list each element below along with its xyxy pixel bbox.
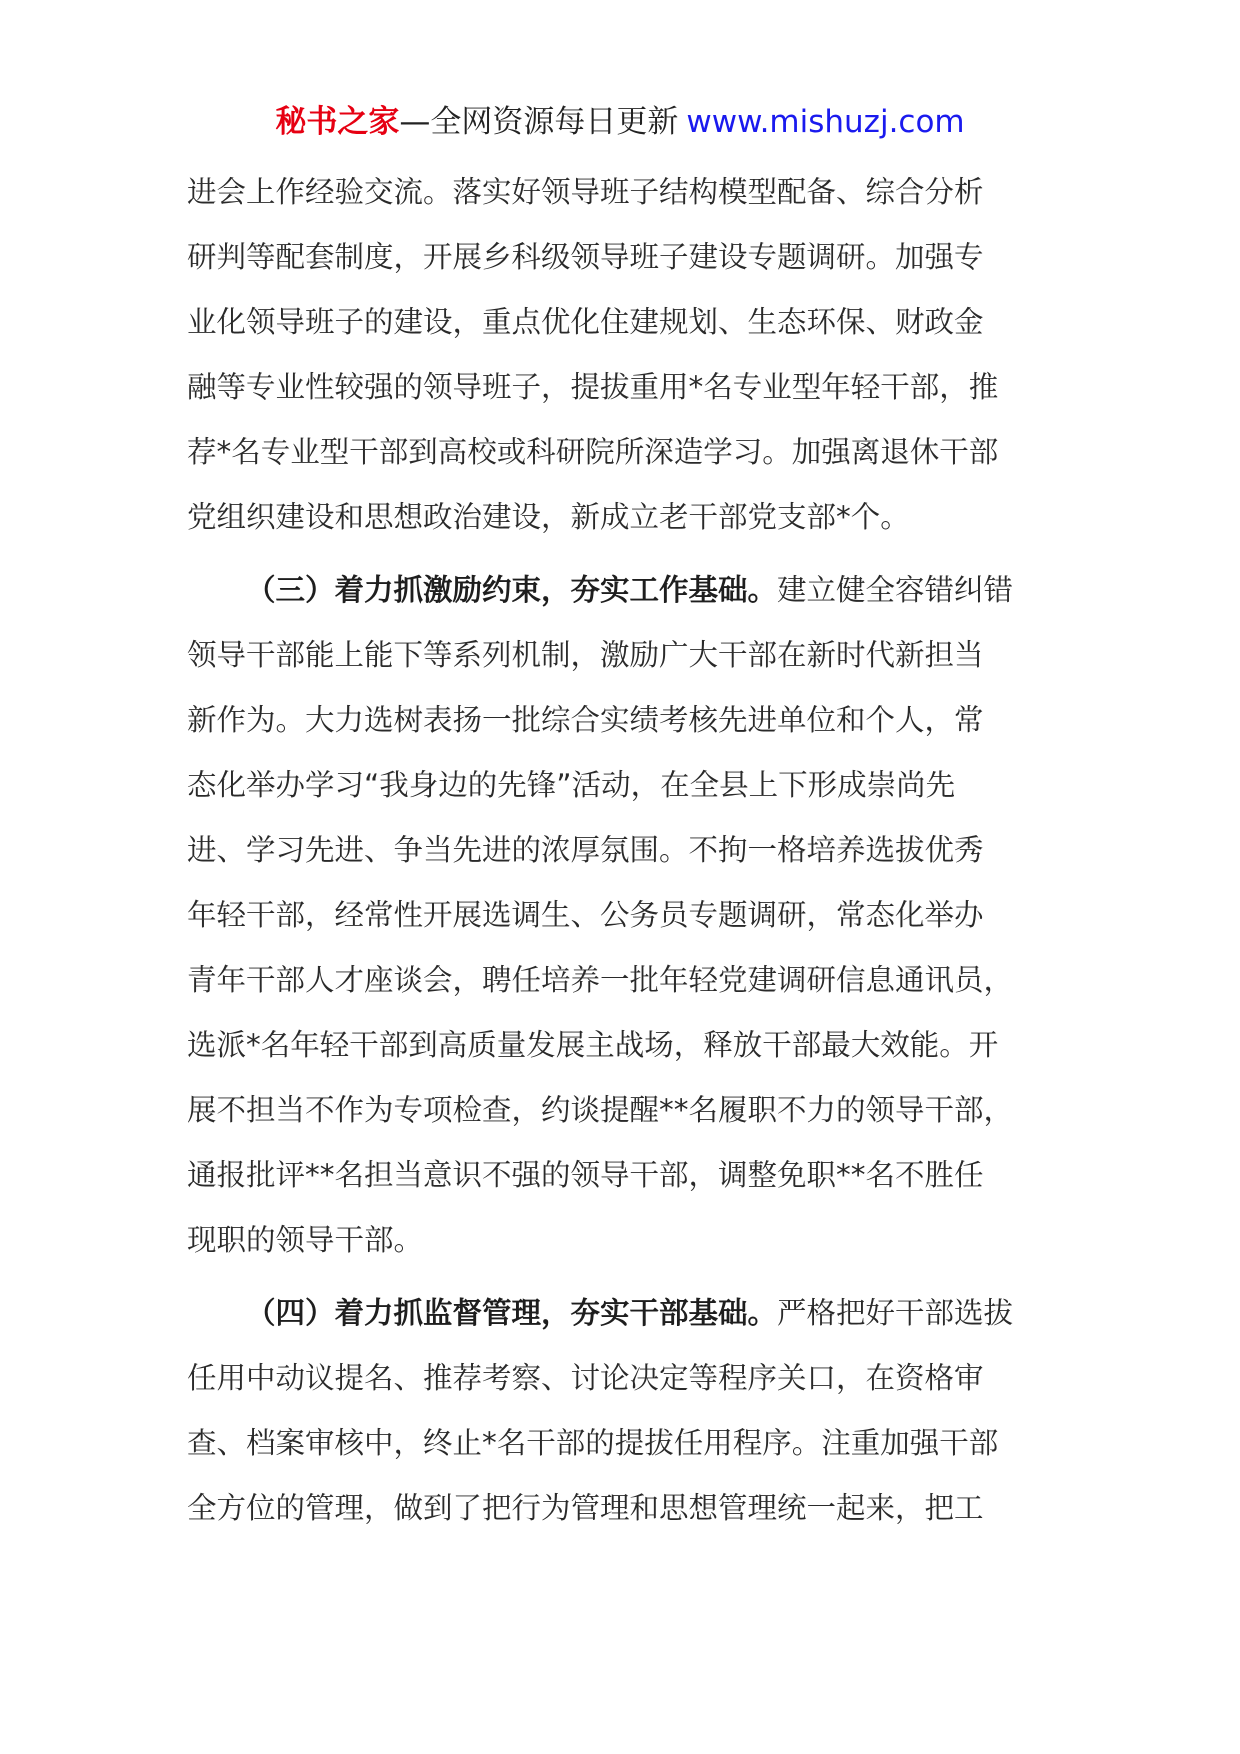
text-line: 青年干部人才座谈会，聘任培养一批年轻党建调研信息通讯员， — [187, 963, 1014, 997]
text-line: 查、档案审核中，终止*名干部的提拔任用程序。注重加强干部 — [187, 1426, 999, 1460]
paragraph-supervision — [187, 1281, 1087, 1541]
text-line: 领导干部能上能下等系列机制，激励广大干部在新时代新担当 — [187, 638, 984, 672]
text-line: 荐*名专业型干部到高校或科研院所深造学习。加强离退休干部 — [187, 435, 999, 469]
section-heading-3: （三）着力抓激励约束，夯实工作基础。 — [246, 573, 778, 607]
text-line: 态化举办学习“我身边的先锋”活动，在全县上下形成崇尚先 — [187, 768, 956, 802]
paragraph-leadership — [187, 160, 1087, 550]
text-line: 党组织建设和思想政治建设，新成立老干部党支部*个。 — [187, 500, 910, 534]
heading-continuation: 严格把好干部选拔 — [777, 1296, 1014, 1330]
text-line: 融等专业性较强的领导班子，提拔重用*名专业型年轻干部，推 — [187, 370, 999, 404]
text-line — [187, 1281, 1087, 1346]
text-line: 年轻干部，经常性开展选调生、公务员专题调研，常态化举办 — [187, 898, 984, 932]
document-body — [187, 160, 1087, 1541]
text-line: 展不担当不作为专项检查，约谈提醒**名履职不力的领导干部， — [187, 1093, 1014, 1127]
brand-name: 秘书之家 — [275, 104, 400, 140]
text-line: 新作为。大力选树表扬一批综合实绩考核先进单位和个人，常 — [187, 703, 984, 737]
site-header — [0, 100, 1240, 144]
site-url-link[interactable]: www.mishuzj.com — [686, 104, 965, 140]
section-heading-4: （四）着力抓监督管理，夯实干部基础。 — [246, 1296, 778, 1330]
text-line: 通报批评**名担当意识不强的领导干部，调整免职**名不胜任 — [187, 1158, 984, 1192]
text-line: 现职的领导干部。 — [187, 1223, 424, 1257]
text-line: 进会上作经验交流。落实好领导班子结构模型配备、综合分析 — [187, 175, 984, 209]
text-line: 全方位的管理，做到了把行为管理和思想管理统一起来，把工 — [187, 1491, 984, 1525]
paragraph-incentive — [187, 558, 1087, 1273]
text-line — [187, 558, 1087, 623]
text-line: 业化领导班子的建设，重点优化住建规划、生态环保、财政金 — [187, 305, 984, 339]
text-line: 任用中动议提名、推荐考察、讨论决定等程序关口，在资格审 — [187, 1361, 984, 1395]
text-line: 研判等配套制度，开展乡科级领导班子建设专题调研。加强专 — [187, 240, 984, 274]
heading-continuation: 建立健全容错纠错 — [777, 573, 1014, 607]
text-line: 进、学习先进、争当先进的浓厚氛围。不拘一格培养选拔优秀 — [187, 833, 984, 867]
header-tagline: —全网资源每日更新 — [399, 104, 679, 140]
text-line: 选派*名年轻干部到高质量发展主战场，释放干部最大效能。开 — [187, 1028, 999, 1062]
